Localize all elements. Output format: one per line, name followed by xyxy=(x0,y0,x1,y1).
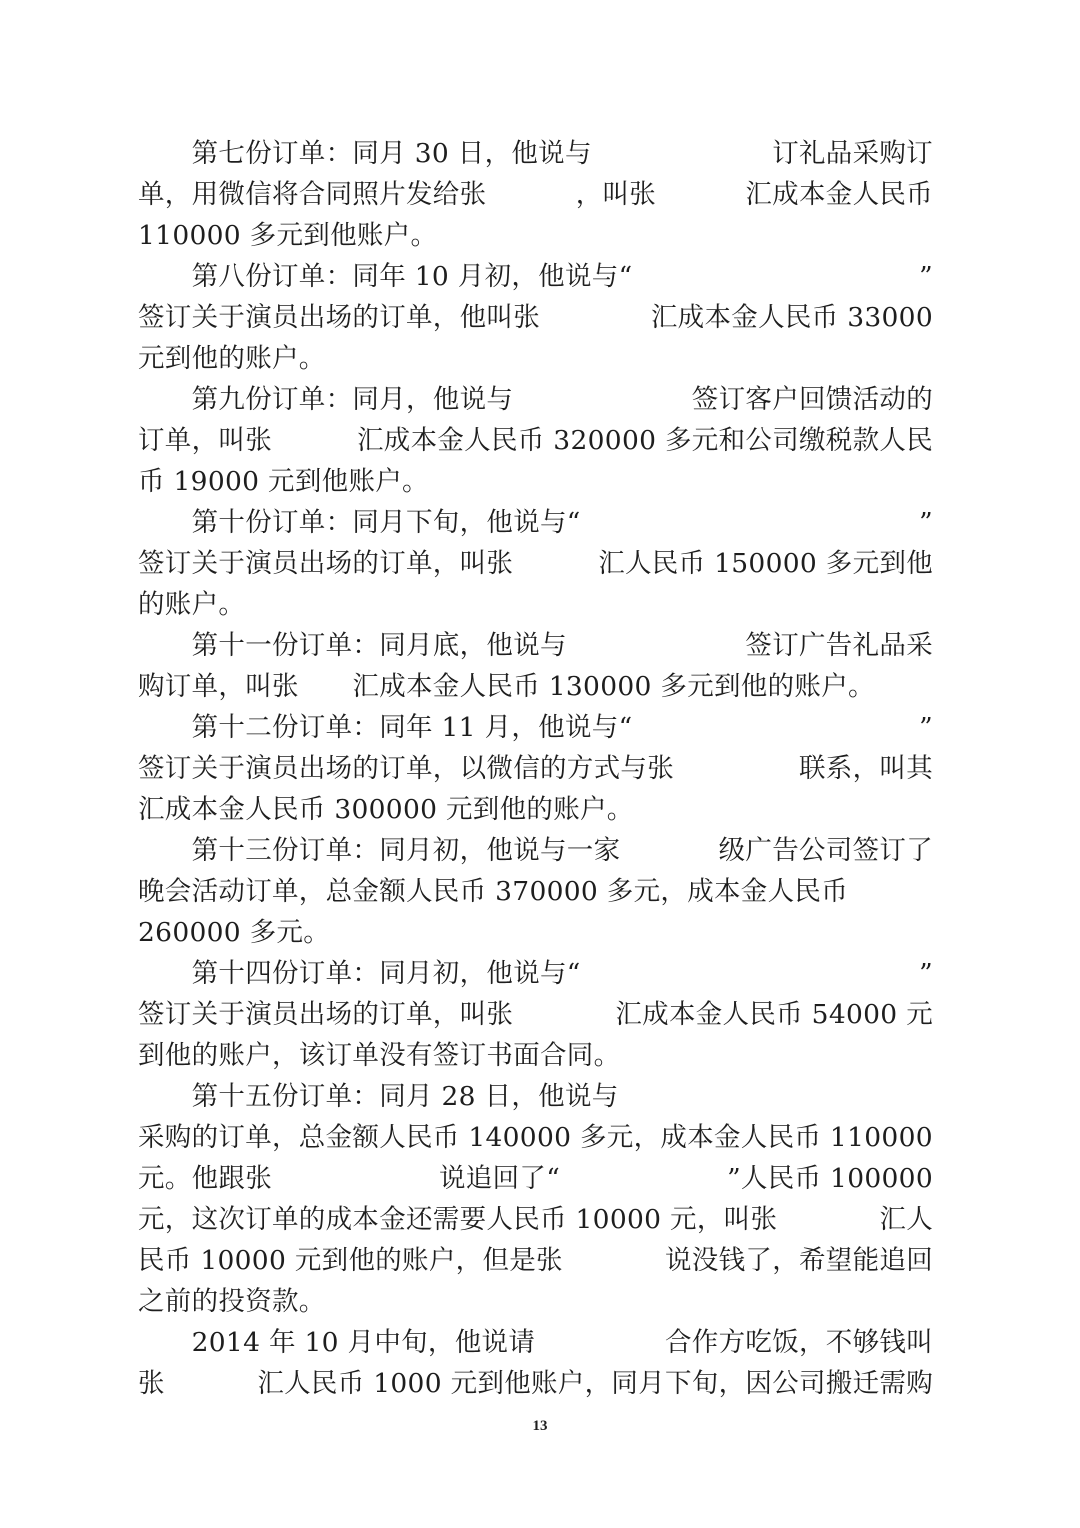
text-line: 采购的订单，总金额人民币 140000 多元，成本金人民币 110000 xyxy=(138,1122,933,1153)
text-line: 元，这次订单的成本金还需要人民币 10000 元，叫张 汇人 xyxy=(138,1204,933,1235)
text-line: 晚会活动订单，总金额人民币 370000 多元，成本金人民币 xyxy=(138,876,849,907)
text-line: 第十一份订单：同月底，他说与 签订广告礼品采 xyxy=(138,630,933,661)
text-line: 到他的账户，该订单没有签订书面合同。 xyxy=(138,1040,621,1071)
text-line: 110000 多元到他账户。 xyxy=(138,220,438,251)
text-line: 第七份订单：同月 30 日，他说与 订礼品采购订 xyxy=(138,138,933,169)
text-line: 单，用微信将合同照片发给张 ，叫张 汇成本金人民币 xyxy=(138,179,933,210)
text-line: 元到他的账户。 xyxy=(138,343,326,374)
text-line: 2014 年 10 月中旬，他说请 合作方吃饭，不够钱叫 xyxy=(138,1327,933,1358)
text-line: 张 汇人民币 1000 元到他账户，同月下旬，因公司搬迁需购 xyxy=(138,1368,933,1399)
text-line: 第十二份订单：同年 11 月，他说与“ ” xyxy=(138,712,933,743)
page-number: 13 xyxy=(532,1418,548,1434)
text-line: 第十份订单：同月下旬，他说与“ ” xyxy=(138,507,933,538)
text-line: 第十三份订单：同月初，他说与一家 级广告公司签订了 xyxy=(138,835,933,866)
text-line: 签订关于演员出场的订单，叫张 汇人民币 150000 多元到他 xyxy=(138,548,933,579)
text-line: 260000 多元。 xyxy=(138,917,331,948)
text-line: 签订关于演员出场的订单，他叫张 汇成本金人民币 33000 xyxy=(138,302,933,333)
text-line: 第十四份订单：同月初，他说与“ ” xyxy=(138,958,933,989)
text-line: 之前的投资款。 xyxy=(138,1286,326,1317)
body-text xyxy=(138,133,933,1404)
text-line: 元。他跟张 说追回了“ ”人民币 100000 xyxy=(138,1163,933,1194)
text-line: 汇成本金人民币 300000 元到他的账户。 xyxy=(138,794,634,825)
text-line: 签订关于演员出场的订单，叫张 汇成本金人民币 54000 元 xyxy=(138,999,933,1030)
text-line: 的账户。 xyxy=(138,589,246,620)
text-line: 订单，叫张 汇成本金人民币 320000 多元和公司缴税款人民 xyxy=(138,425,933,456)
text-line: 购订单，叫张 汇成本金人民币 130000 多元到他的账户。 xyxy=(138,671,875,702)
text-line: 第八份订单：同年 10 月初，他说与“ ” xyxy=(138,261,933,292)
text-line: 币 19000 元到他账户。 xyxy=(138,466,429,497)
text-line: 第九份订单：同月，他说与 签订客户回馈活动的 xyxy=(138,384,933,415)
text-line: 签订关于演员出场的订单，以微信的方式与张 联系，叫其 xyxy=(138,753,933,784)
text-line: 第十五份订单：同月 28 日，他说与 xyxy=(138,1081,619,1112)
text-line: 民币 10000 元到他的账户，但是张 说没钱了，希望能追回 xyxy=(138,1245,933,1276)
